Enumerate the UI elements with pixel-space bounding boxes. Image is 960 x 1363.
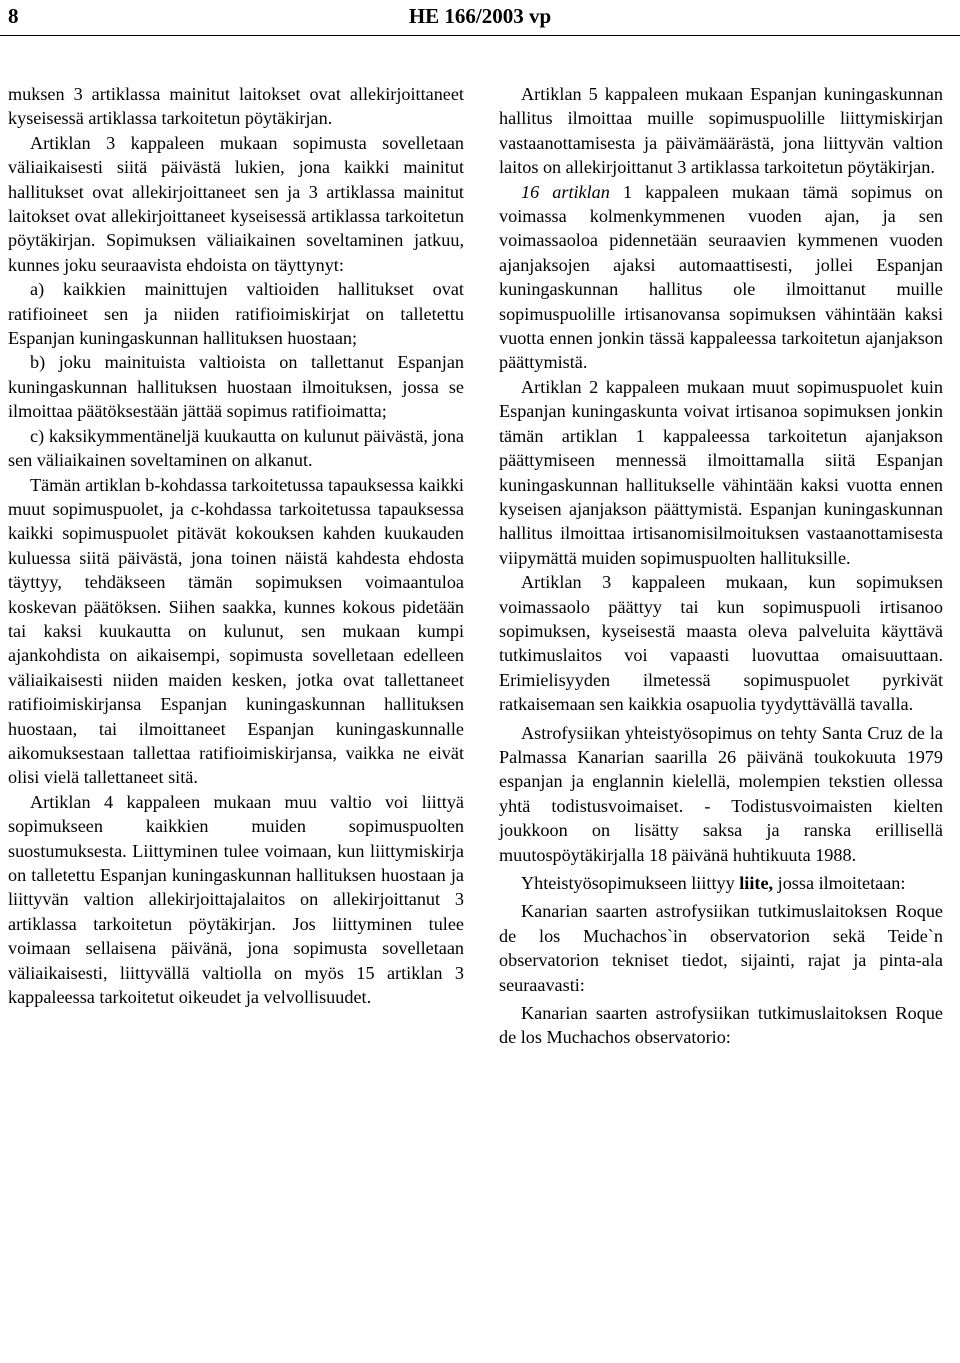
paragraph: muksen 3 artiklassa mainitut laitokset ovat allekirjoittaneet kyseisessä artiklassa tarkoitetun pöytäkirjan. bbox=[8, 84, 464, 129]
paragraph: Kanarian saarten astrofysiikan tutkimuslaitoksen Roque de los Muchachos`in observatorion sekä Teide`n observatorion tekniset tiedot, sijainti, rajat ja pinta-ala seuraavasti: bbox=[499, 901, 943, 995]
header-rule bbox=[0, 35, 960, 36]
list-item-b: b) joku mainituista valtioista on tallettanut Espanjan kuningaskunnan hallituksen huostaan ilmoituksen, jossa se ilmoittaa päätöksestään jättää sopimus ratifioimatta; bbox=[8, 352, 464, 422]
paragraph: Astrofysiikan yhteistyösopimus on tehty Santa Cruz de la Palmassa Kanarian saarilla 26 päivänä toukokuuta 1979 espanjan ja englannin kielellä, molempien tekstien ollessa yhtä todistusvoimaiset. - Todistusvoimaisten kielten joukkoon on lisätty saksa ja ranska erillisellä muutospöytäkirjalla 18 päivänä huhtikuuta 1988. bbox=[499, 722, 943, 865]
document-id: HE 166/2003 vp bbox=[408, 4, 552, 28]
paragraph: Kanarian saarten astrofysiikan tutkimuslaitoksen Roque de los Muchachos observatorio: bbox=[499, 1003, 943, 1048]
paragraph: 16 artiklan 1 kappaleen mukaan tämä sopimus on voimassa kolmenkymmenen vuoden ajan, ja sen voimassaoloa pidennetään seuraavien kymmenen vuoden ajanjaksojen ajaksi automaattisesti, jollei Espanjan kuningaskunnan hallitus ole ilmoittanut muille sopimuspuolille irtisanovansa sopimuksen vähintään kaksi vuotta ennen jonkin tässä kappaleessa tarkoitetun ajanjakson päättymistä. bbox=[499, 181, 943, 373]
article-ref-italic: 16 artiklan bbox=[521, 181, 610, 202]
paragraph: Artiklan 3 kappaleen mukaan sopimusta sovelletaan väliaikaisesti siitä päivästä lukien, jona kaikki mainitut hallitukset ovat allekirjoittaneet sen ja 3 artiklassa mainitut laitokset ovat allekirjoittaneet kyseisessä artiklassa tarkoitetun pöytäkirjan. Sopimuksen väliaikainen soveltaminen jatkuu, kunnes joku seuraavista ehdoista on täyttynyt: bbox=[8, 132, 464, 275]
paragraph: Yhteistyösopimukseen liittyy liite, jossa ilmoitetaan: bbox=[521, 873, 906, 893]
right-column bbox=[499, 82, 943, 1050]
page-number: 8 bbox=[8, 4, 19, 28]
paragraph: Artiklan 3 kappaleen mukaan, kun sopimuksen voimassaolo päättyy tai kun sopimuspuoli irtisanoo sopimuksen, kyseisestä maasta oleva palveluita käyttävä tutkimuslaitos voi vapaasti luovuttaa omaisuuttaan. Erimielisyyden ilmetessä sopimuspuolet pyrkivät ratkaisemaan sen kaikkia osapuolia tyydyttävällä tavalla. bbox=[499, 572, 943, 715]
paragraph: Artiklan 2 kappaleen mukaan muut sopimuspuolet kuin Espanjan kuningaskunta voivat irtisanoa sopimuksen jonkin tämän artiklan 1 kappaleessa tarkoitetun ajanjakson päättymiseen mennessä ilmoittamalla siitä Espanjan kuningaskunnan hallitukselle vähintään kaksi vuotta ennen kyseisen ajanjakson päättymistä. Espanjan kuningaskunnan hallitus ilmoittaa irtisanomisilmoituksen vastaanottamisesta viipymättä muiden sopimuspuolten hallituksille. bbox=[499, 376, 943, 568]
paragraph: Artiklan 5 kappaleen mukaan Espanjan kuningaskunnan hallitus ilmoittaa muille sopimuspuolille liittymiskirjan vastaanottamisesta ja päivämäärästä, jona liittyvän valtion laitos on allekirjoittanut 3 artiklassa tarkoitetun pöytäkirjan. bbox=[499, 84, 943, 178]
paragraph: Tämän artiklan b-kohdassa tarkoitetussa tapauksessa kaikki muut sopimuspuolet, ja c-kohdassa tarkoitetussa tapauksessa kaikki sopimuspuolet pitävät kokouksen kahden kuukauden kuluessa siitä päivästä, jona toinen näistä kahdesta ehdosta täyttyy, tehdäkseen tämän sopimuksen voimaantuloa koskevan päätöksen. Siihen saakka, kunnes kokous pidetään tai kaksi kuukautta on kulunut, sen mukaan kumpi ajankohdista on aikaisempi, sopimusta sovelletaan edelleen väliaikaisesti niiden maiden kesken, jotka ovat tallettaneet ratifioimiskirjansa Espanjan kuningaskunnan hallituksen huostaan, tai ilmoittaneet Espanjan kuningaskunnalle aikomuksestaan tallettaa ratifioimiskirjansa, vaikka ne eivät olisi vielä tallettaneet sitä. bbox=[8, 474, 464, 788]
left-column bbox=[8, 82, 464, 1009]
list-item-a: a) kaikkien mainittujen valtioiden hallitukset ovat ratifioineet sen ja niiden ratifioimiskirjat on talletettu Espanjan kuningaskunnan hallituksen huostaan; bbox=[8, 279, 464, 349]
annex-bold: liite, bbox=[739, 873, 774, 893]
paragraph: Artiklan 4 kappaleen mukaan muu valtio voi liittyä sopimukseen kaikkien muiden sopimuspuolten suostumuksesta. Liittyminen tulee voimaan, kun liittymiskirja on talletettu Espanjan kuningaskunnan hallituksen huostaan ja liittyvän valtion allekirjoittajalaitos on allekirjoittanut 3 artiklassa tarkoitetun pöytäkirjan. Jos liittyminen tulee voimaan sellaisena päivänä, jona sopimusta sovelletaan väliaikaisesti, liittyvällä valtiolla on myös 15 artiklan 3 kappaleessa tarkoitetut oikeudet ja velvollisuudet. bbox=[8, 791, 464, 1008]
list-item-c: c) kaksikymmentäneljä kuukautta on kulunut päivästä, jona sen väliaikainen soveltaminen on alkanut. bbox=[8, 425, 464, 471]
page-header bbox=[0, 0, 960, 40]
